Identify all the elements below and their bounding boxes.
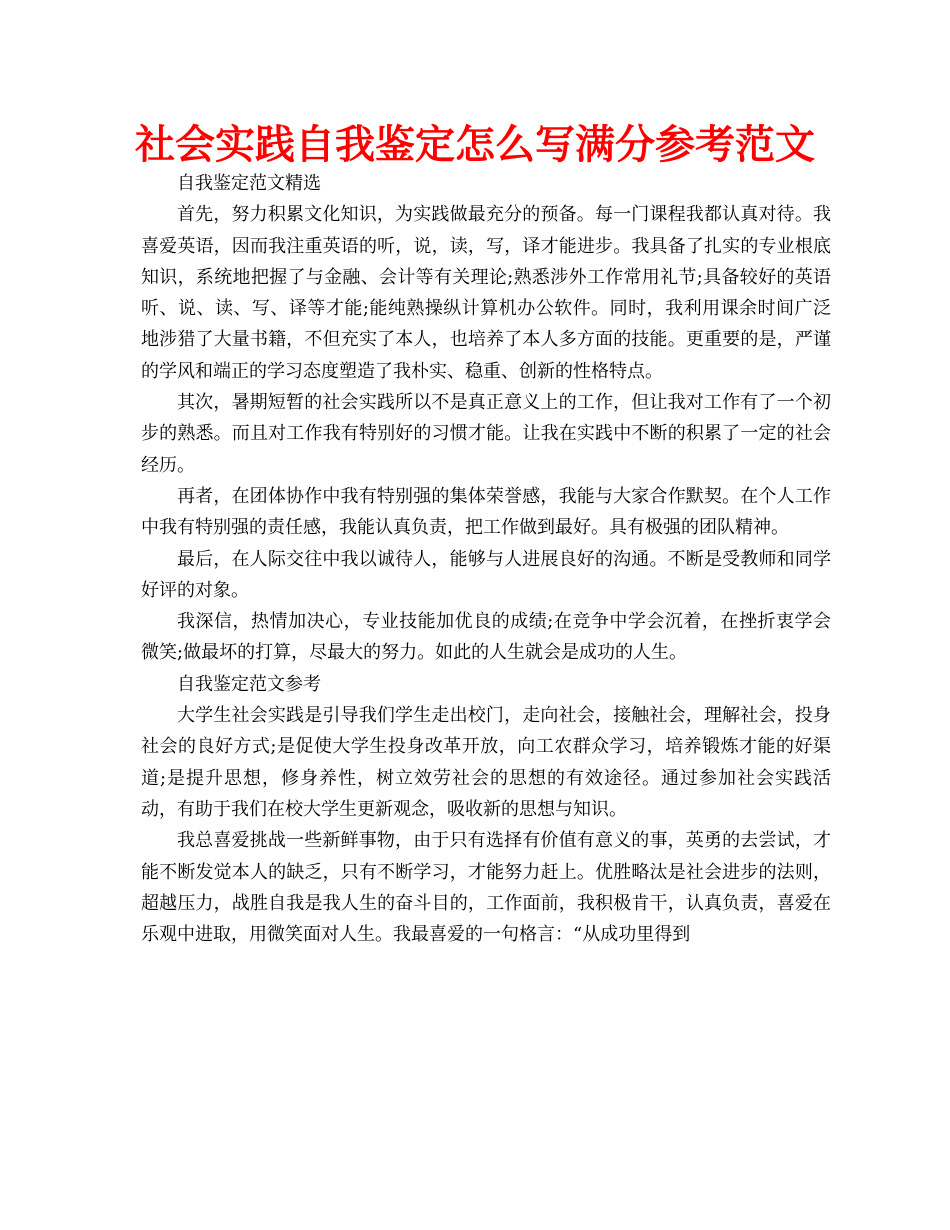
document-title: 社会实践自我鉴定怎么写满分参考范文 [135,122,815,168]
paragraph-practice-intro: 大学生社会实践是引导我们学生走出校门，走向社会，接触社会，理解社会，投身社会的良好方式;是促使大学生投身改革开放，向工农群众学习，培养锻炼才能的好渠道;是提升思想，修身养性，树立效劳社会的思想的有效途径。通过参加社会实践活动，有助于我们在校大学生更新观念，吸收新的思想与知识。 [141,705,831,820]
section-heading-reference: 自我鉴定范文参考 [177,673,321,695]
paragraph-conclusion: 我深信，热情加决心，专业技能加优良的成绩;在竞争中学会沉着，在挫折衷学会微笑;做最坏的打算，尽最大的努力。如此的人生就会是成功的人生。 [141,611,831,664]
section-heading-selected: 自我鉴定范文精选 [177,173,321,194]
paragraph-first: 首先，努力积累文化知识，为实践做最充分的预备。每一门课程我都认真对待。我喜爱英语，因而我注重英语的听，说，读，写，译才能进步。我具备了扎实的专业根底知识，系统地把握了与金融、会计等有关理论;熟悉涉外工作常用礼节;具备较好的英语听、说、读、写、译等才能;能纯熟操纵计算机办公软件。同时，我利用课余时间广泛地涉猎了大量书籍，不但充实了本人，也培养了本人多方面的技能。更重要的是，严谨的学风和端正的学习态度塑造了我朴实、稳重、创新的性格特点。 [141,204,831,382]
paragraph-fourth: 最后，在人际交往中我以诚待人，能够与人进展良好的沟通。不断是受教师和同学好评的对象。 [141,548,831,601]
document-body [141,168,831,950]
paragraph-challenge: 我总喜爱挑战一些新鲜事物，由于只有选择有价值有意义的事，英勇的去尝试，才能不断发觉本人的缺乏，只有不断学习，才能努力赶上。优胜略汰是社会进步的法则，超越压力，战胜自我是我人生的奋斗目的，工作面前，我积极肯干，认真负责，喜爱在乐观中进取，用微笑面对人生。我最喜爱的一句格言：“从成功里得到 [141,830,831,946]
paragraph-second: 其次，暑期短暂的社会实践所以不是真正意义上的工作，但让我对工作有了一个初步的熟悉。而且对工作我有特别好的习惯才能。让我在实践中不断的积累了一定的社会经历。 [141,392,831,476]
paragraph-third: 再者，在团体协作中我有特别强的集体荣誉感，我能与大家合作默契。在个人工作中我有特别强的责任感，我能认真负责，把工作做到最好。具有极强的团队精神。 [141,485,831,539]
